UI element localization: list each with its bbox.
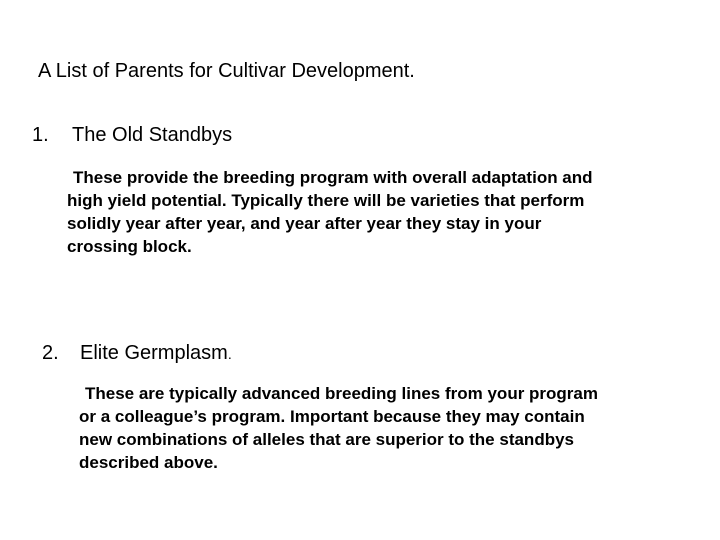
description-line: These are typically advanced breeding lines from your program: [85, 384, 598, 403]
list-item-heading: Elite Germplasm: [80, 342, 228, 364]
list-item-heading-period: .: [227, 346, 232, 362]
description-line: described above.: [79, 453, 218, 472]
list-item-number: 1.: [32, 124, 49, 146]
list-item-description: [79, 382, 598, 474]
list-item-description: [67, 166, 593, 258]
description-line: new combinations of alleles that are superior to the standbys: [79, 430, 574, 449]
description-line: solidly year after year, and year after year they stay in your: [67, 214, 542, 233]
description-line: These provide the breeding program with overall adaptation and: [73, 168, 593, 187]
description-line: high yield potential. Typically there will be varieties that perform: [67, 191, 585, 210]
list-item-heading: The Old Standbys: [72, 124, 233, 146]
description-line: crossing block.: [67, 237, 192, 256]
list-item-old-standbys: [32, 124, 232, 147]
list-item-elite-germplasm: [42, 342, 232, 365]
slide-title: A List of Parents for Cultivar Development.: [38, 60, 415, 82]
description-line: or a colleague’s program. Important because they may contain: [79, 407, 585, 426]
list-item-number: 2.: [42, 342, 59, 364]
